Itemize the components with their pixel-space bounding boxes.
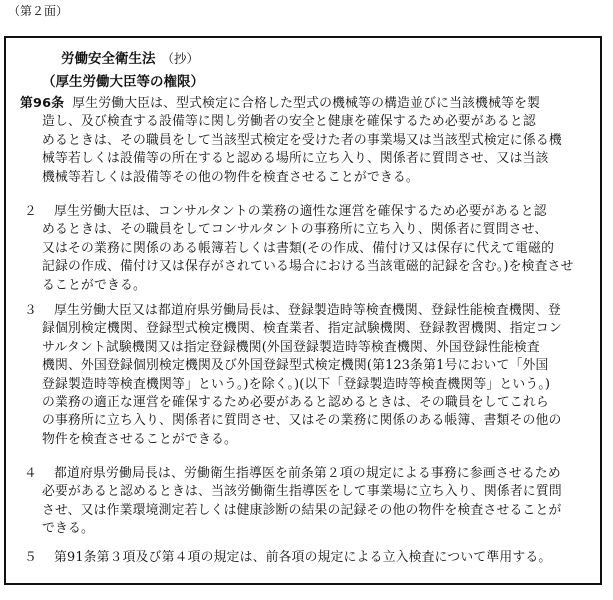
law-title-text: 労働安全衛生法 bbox=[61, 51, 156, 67]
article-number: 第96条 bbox=[20, 96, 65, 111]
article-line-0: 第96条 厚生労働大臣は、型式検定に合格した型式の機械等の構造並びに当該機械等を製 bbox=[20, 96, 541, 111]
paragraph-2-line-1: めるときは、その職員をしてコンサルタントの事務所に立ち入り、関係者に質問させ、 bbox=[42, 222, 548, 238]
paragraph-2-line-3: 記録の作成、備付け又は保存がされている場合における当該電磁的記録を含む。)を検査させ bbox=[42, 259, 574, 275]
paragraph-3-line-7: 物件を検査させることができる。 bbox=[42, 431, 237, 447]
paragraph-2-line-2: 又はその業務に関係のある帳簿若しくは書類(その作成、備付け又は保存に代えて電磁的 bbox=[42, 240, 555, 256]
paragraph-3-line-2: サルタント試験機関又は指定登録機関(外国登録製造時等検査機関、外国登録性能検査 bbox=[42, 339, 540, 355]
paragraph-4-line-3: できる。 bbox=[42, 521, 94, 537]
paragraph-5-line-0: ５ 第91条第３項及び第４項の規定は、前各項の規定による立入検査について準用する。 bbox=[24, 549, 551, 567]
article-line-1: 造し、及び検査する設備等に関し労働者の安全と健康を確保するため必要があると認 bbox=[42, 114, 536, 130]
paragraph-2-line-4: ることができる。 bbox=[42, 277, 146, 293]
section-heading: （厚生労働大臣等の権限） bbox=[42, 74, 204, 90]
paragraph-2-number: ２ bbox=[24, 204, 37, 219]
paragraph-3-line-3: 機関、外国登録個別検定機関及び外国登録型式検定機関(第123条第1号において「外国 bbox=[42, 358, 549, 374]
article-line-2: めるときは、その職員をして当該型式検定を受けた者の事業場又は当該型式検定に係る機 bbox=[42, 132, 562, 148]
paragraph-4-line-2: させ、又は作業環境測定若しくは健康診断の結果の記録その他の物件を検査させることが bbox=[42, 502, 562, 518]
paragraph-3 bbox=[24, 302, 562, 449]
paragraph-3-line-5: の業務の適正な運営を確保するため必要があると認めるときは、その職員をしてこれら bbox=[42, 395, 549, 411]
article-line-3: 械等若しくは設備等の所在すると認める場所に立ち入り、関係者に質問させ、又は当該 bbox=[42, 151, 549, 167]
paragraph-3-number: ３ bbox=[24, 303, 37, 318]
paragraph-2 bbox=[24, 203, 574, 295]
paragraph-4-number: ４ bbox=[24, 466, 37, 481]
paragraph-4-line-0: ４ 都道府県労働局長は、労働衛生指導医を前条第２項の規定による事務に参画させるため bbox=[24, 465, 562, 483]
paragraph-2-line-0: ２ 厚生労働大臣は、コンサルタントの業務の適性な運営を確保するため必要があると認 bbox=[24, 203, 574, 221]
paragraph-3-line-0: ３ 厚生労働大臣又は都道府県労働局長は、登録製造時等検査機関、登録性能検査機関、登 bbox=[24, 302, 562, 320]
paragraph-3-line-1: 録個別検定機関、登録型式検定機関、検査業者、指定試験機関、登録教習機関、指定コン bbox=[42, 321, 562, 337]
law-title-note: （抄） bbox=[161, 51, 200, 66]
page-label: （第２面） bbox=[8, 4, 69, 18]
paragraph-4-line-1: 必要があると認めるときは、当該労働衛生指導医をして事業場に立ち入り、関係者に質問 bbox=[42, 484, 562, 500]
article-96 bbox=[20, 95, 562, 187]
paragraph-5-number: ５ bbox=[24, 550, 37, 565]
paragraph-3-line-4: 登録製造時等検査機関等」という。)を除く。)(以下「登録製造時等検査機関等」という。) bbox=[42, 376, 551, 392]
paragraph-5 bbox=[24, 549, 551, 567]
paragraph-4 bbox=[24, 465, 562, 539]
law-title bbox=[61, 50, 199, 68]
paragraph-3-line-6: の事務所に立ち入り、関係者に質問させ、又はその業務に関係のある帳簿、書類その他の bbox=[42, 413, 562, 429]
article-line-4: 機械等若しくは設備等その他の物件を検査させることができる。 bbox=[42, 169, 419, 185]
